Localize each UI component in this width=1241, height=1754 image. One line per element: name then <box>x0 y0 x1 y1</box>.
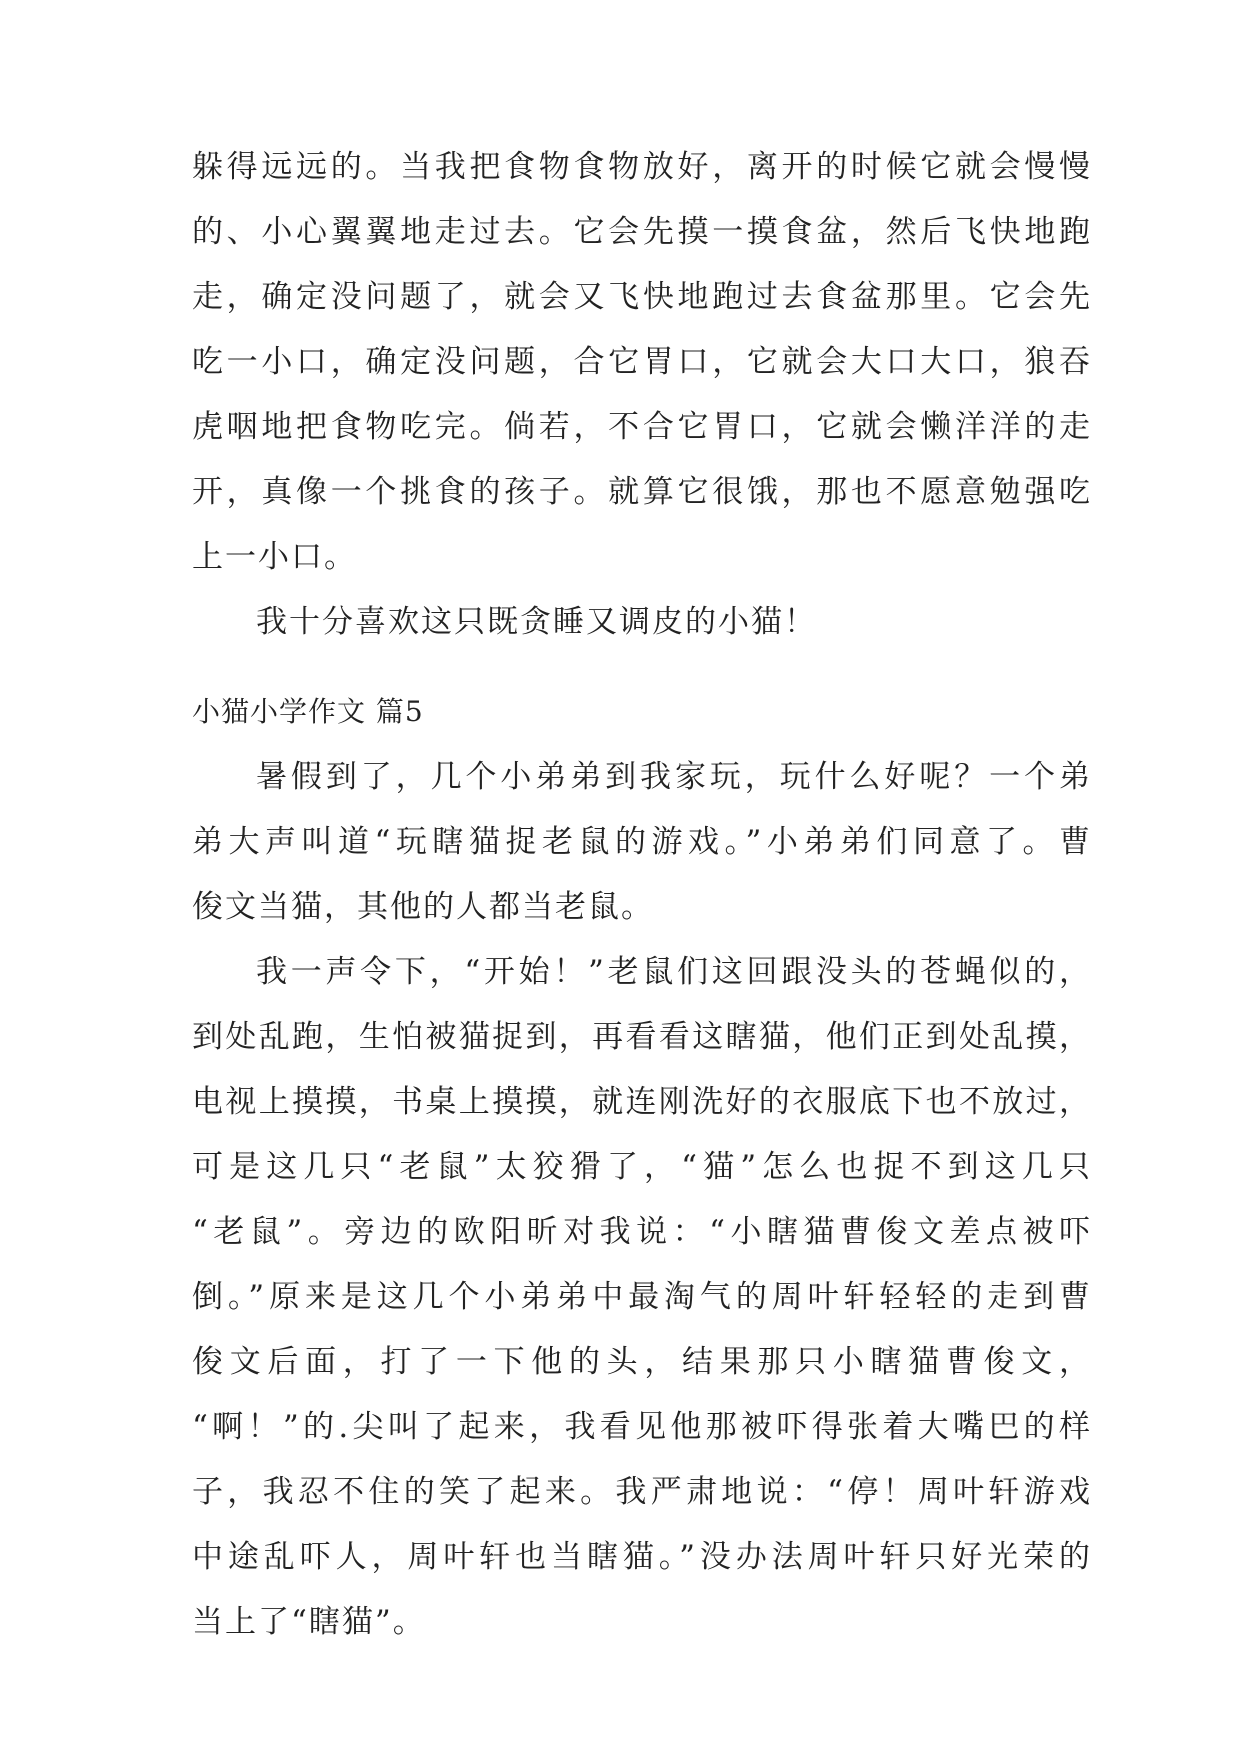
paragraph-line: “啊！”的.尖叫了起来，我看见他那被吓得张着大嘴巴的样 <box>192 1409 1092 1445</box>
paragraph-line: 俊文当猫，其他的人都当老鼠。 <box>192 889 654 925</box>
paragraph-line: 俊文后面，打了一下他的头，结果那只小瞎猫曹俊文， <box>192 1344 1092 1380</box>
paragraph-line: 躲得远远的。当我把食物食物放好，离开的时候它就会慢慢 <box>192 149 1092 185</box>
paragraph-line: 暑假到了，几个小弟弟到我家玩，玩什么好呢？一个弟 <box>256 759 1092 795</box>
paragraph-line: 弟大声叫道“玩瞎猫捉老鼠的游戏。”小弟弟们同意了。曹 <box>192 824 1092 860</box>
paragraph-line: 吃一小口，确定没问题，合它胃口，它就会大口大口，狼吞 <box>192 344 1092 380</box>
paragraph-line: 电视上摸摸，书桌上摸摸，就连刚洗好的衣服底下也不放过， <box>192 1084 1092 1120</box>
paragraph-line: 的、小心翼翼地走过去。它会先摸一摸食盆，然后飞快地跑 <box>192 214 1092 250</box>
section-heading: 小猫小学作文 篇5 <box>192 695 424 728</box>
paragraph-line: 开，真像一个挑食的孩子。就算它很饿，那也不愿意勉强吃 <box>192 474 1092 510</box>
paragraph-line: 我十分喜欢这只既贪睡又调皮的小猫！ <box>256 604 817 640</box>
paragraph-line: 我一声令下，“开始！”老鼠们这回跟没头的苍蝇似的， <box>256 954 1092 990</box>
paragraph-line: 虎咽地把食物吃完。倘若，不合它胃口，它就会懒洋洋的走 <box>192 409 1092 445</box>
paragraph-line: 子，我忍不住的笑了起来。我严肃地说：“停！周叶轩游戏 <box>192 1474 1092 1510</box>
paragraph-line: 走，确定没问题了，就会又飞快地跑过去食盆那里。它会先 <box>192 279 1092 315</box>
paragraph-line: 当上了“瞎猫”。 <box>192 1604 426 1640</box>
paragraph-line: 可是这几只“老鼠”太狡猾了，“猫”怎么也捉不到这几只 <box>192 1149 1092 1185</box>
paragraph-line: 倒。”原来是这几个小弟弟中最淘气的周叶轩轻轻的走到曹 <box>192 1279 1092 1315</box>
paragraph-line: 中途乱吓人，周叶轩也当瞎猫。”没办法周叶轩只好光荣的 <box>192 1539 1092 1575</box>
paragraph-line: “老鼠”。旁边的欧阳昕对我说：“小瞎猫曹俊文差点被吓 <box>192 1214 1092 1250</box>
paragraph-line: 上一小口。 <box>192 539 357 575</box>
paragraph-line: 到处乱跑，生怕被猫捉到，再看看这瞎猫，他们正到处乱摸， <box>192 1019 1092 1055</box>
